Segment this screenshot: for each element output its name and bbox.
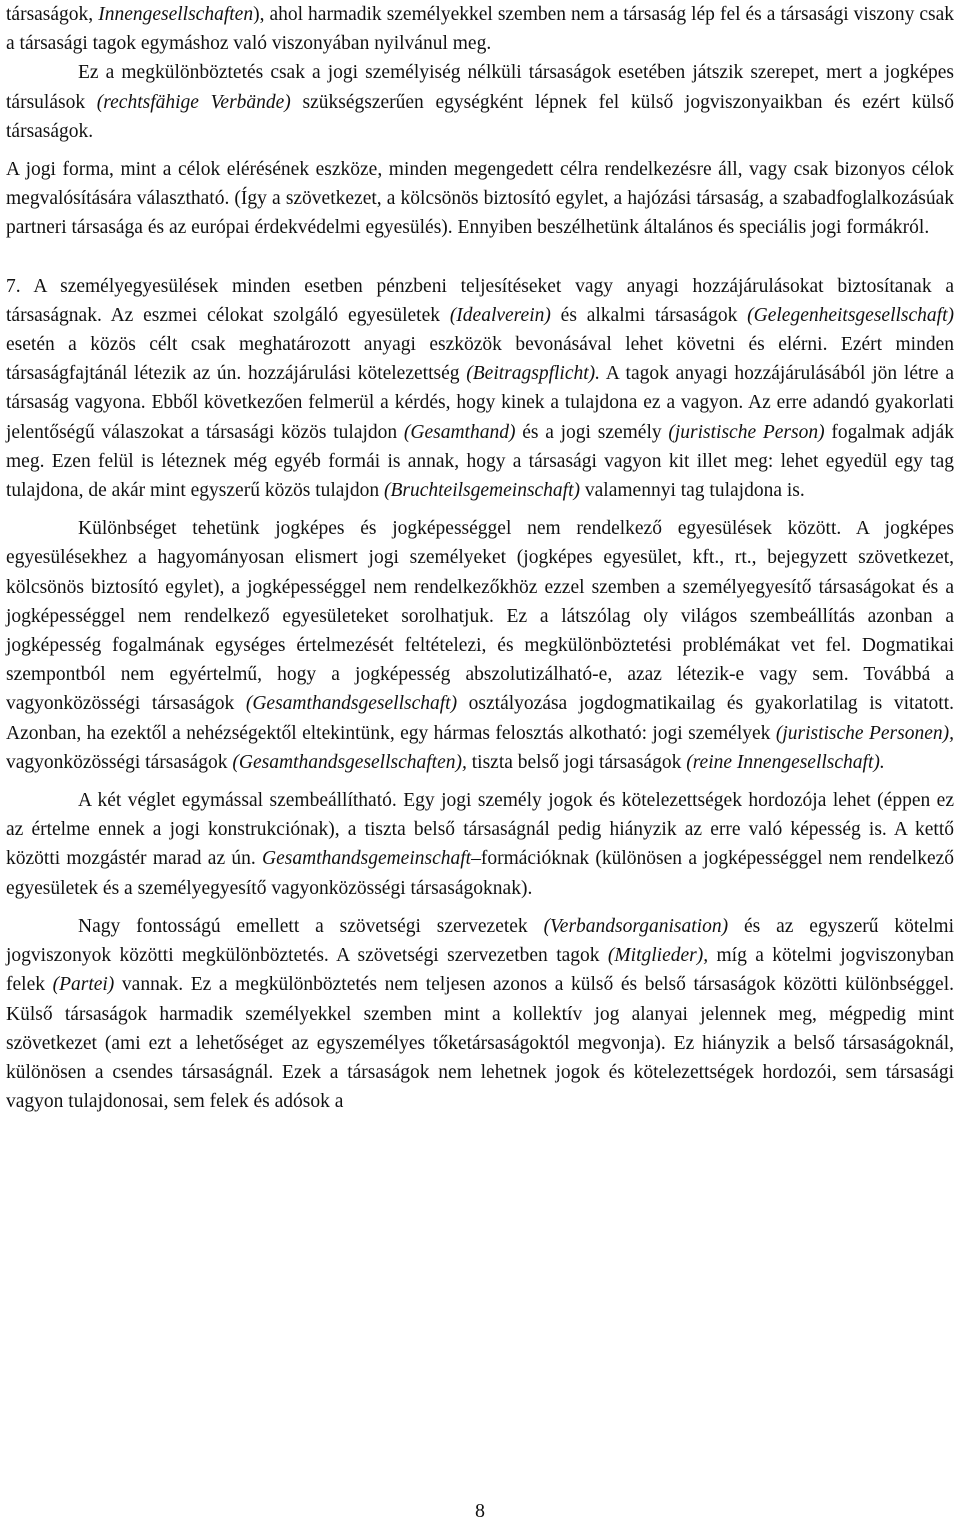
text-run: vannak. Ez a megkülönböztetés nem teljesen azonos a külső és belső társaságok közötti különbséggel. Külső társaságok harmadik személyekkel szemben mint a kollektív jog alanyai jelennek meg, mégpedig mint szövetkezet (ami ezt a lehetőséget az egyszemélyes tőketársaságoktól megvonja). Ez hiányzik a belső társaságoknál, különösen a csendes társaságnál. Ezek a társaságok nem lehetnek jogok és kötelezettségek hordozói, sem társasági vagyon tulajdonosai, sem felek és adósok a (6, 974, 954, 1113)
text-run: szükségszerűen egységként lépnek fel külső jogviszonyaikban és ezért külső társaságok. (6, 91, 954, 142)
italic-term: (Partei) (52, 974, 115, 996)
italic-term: (Gesamthandsgesellschaften), (232, 751, 467, 773)
text-run: társaságok, (6, 4, 99, 25)
italic-term: (Gesamthandsgesellschaft) (245, 693, 458, 715)
text-run: Különbséget tehetünk jogképes és jogképességgel nem rendelkező egyesülések között. A jogképes egyesülésekhez a hagyományosan elismert jogi személyeket (jogképes egyesület, kft., rt., bejegyzett szövetkezet, kölcsönös biztosító egylet), a jogképességgel nem rendelkezőkhöz ezzel szemben a személyegyesítő társaságokat és a jogképességgel nem rendelkező egyesületeket sorolhatjuk. Ez a látszólag oly világos szembeállítás azonban a jogképesség fogalmának egységes értelmezését feltételezi, és megkülönböztetési problémákat vet fel. Dogmatikai szempontból nem egyértelmű, hogy a jogképesség abszolutizálható-e, azaz létezik-e vagy sem. Továbbá a vagyonközösségi társaságok (6, 518, 954, 715)
paragraph-two-extremes (6, 786, 954, 903)
italic-term: (Idealverein) (449, 304, 551, 326)
text-run: A két véglet egymással szembeállítható. Egy jogi személy jogok és kötelezettségek hordozója lehet (éppen ez az értelme ennek a jogi konstrukciónak), a tiszta belső társaságnál pedig hiányzik az erre való képesség is. A kettő közötti mozgástér marad az ún. (6, 790, 954, 870)
document-page (6, 0, 954, 1116)
page-number: 8 (475, 1500, 485, 1522)
text-run: Ez a megkülönböztetés csak a jogi személyiség nélküli társaságok esetében játszik szerepet, mert a jogképes társulások (6, 62, 954, 113)
italic-term: (Gesamthand) (403, 421, 516, 443)
italic-term: (Mitglieder), (607, 945, 709, 967)
text-run: osztályozása jogdogmatikailag és gyakorlatilag is vitatott. Azonban, ha ezektől a nehézségektől eltekintünk, egy hármas felosztás alkotható: jogi személyek (6, 693, 954, 744)
italic-term: (Gelegenheitsgesellschaft) (747, 304, 954, 326)
paragraph-legal-form (6, 155, 954, 243)
text-run: –formációknak (különösen a jogképességgel nem rendelkező egyesületek és a személyegyesítő vagyonközösségi társaságoknak). (6, 848, 954, 899)
italic-term: (Beitragspflicht). (466, 363, 601, 385)
paragraph-legal-personality (6, 58, 954, 146)
text-run: 7. A személyegyesülések minden esetben pénzbeni teljesítéseket vagy anyagi hozzájárulásokat biztosítanak a társaságnak. Az eszmei célokat szolgáló egyesületek (6, 275, 954, 326)
italic-term: (reine Innengesellschaft). (686, 751, 885, 773)
italic-term: (Verbandsorganisation) (543, 915, 729, 937)
text-run: A jogi forma, mint a célok elérésének eszköze, minden megengedett célra rendelkezésre áll, vagy csak bizonyos célok megvalósítására választható. (Így a szövetkezet, a kölcsönös biztosító egylet, a hajózási társaság, a szabadfoglalkozásúak partneri társasága és az európai érdekvédelmi egyesülés). Ennyiben beszélhetünk általános és speciális jogi formákról. (6, 159, 954, 239)
text-run: és az egyszerű kötelmi jogviszonyok közötti megkülönböztetés. A szövetségi szervezetben tagok (6, 915, 954, 967)
text-run: valamennyi tag tulajdona is. (580, 480, 805, 502)
italic-term: (juristische Person) (668, 421, 825, 443)
paragraph-continuation (6, 0, 954, 58)
text-run: A tagok anyagi hozzájárulásából jön létre a társaság vagyona. Ebből következően felmerül a kérdés, hogy kinek a tulajdona ez a vagyon. Az erre adandó gyakorlati jelentőségű válaszokat a társasági közös tulajdon (6, 363, 954, 443)
text-run: vagyonközösségi társaságok (6, 751, 233, 773)
italic-term: (juristische Personen), (775, 722, 954, 744)
text-run: tiszta belső jogi társaságok (466, 751, 687, 773)
italic-term: (Bruchteilsgemeinschaft) (383, 480, 581, 502)
paragraph-federal-organization (6, 912, 954, 1116)
text-run: Nagy fontosságú emellett a szövetségi szervezetek (78, 915, 544, 937)
paragraph-section-7 (6, 272, 954, 506)
italic-term: Innengesellschaften (98, 4, 254, 25)
italic-term: Gesamthandsgemeinschaft (262, 848, 472, 870)
text-run: és alkalmi társaságok (550, 304, 748, 326)
paragraph-legal-capacity (6, 514, 954, 777)
text-run: míg a kötelmi jogviszonyban felek (6, 945, 954, 996)
text-run: esetén a közös célt csak meghatározott anyagi eszközök bevonásával lehet követni és elérni. Ezért minden társaságfajtánál létezik az ún. hozzájárulási kötelezettség (6, 334, 954, 385)
text-run: ), ahol harmadik személyekkel szemben nem a társaság lép fel és a társasági viszony csak a társasági tagok egymáshoz való viszonyában nyilvánul meg. (6, 4, 954, 55)
text-run: fogalmak adják meg. Ezen felül is léteznek még egyéb formái is annak, hogy a társasági vagyon kit illet meg: lehet egyedül egy tag tulajdona, de akár mint egyszerű közös tulajdon (6, 421, 954, 502)
italic-term: (rechtsfähige Verbände) (96, 91, 291, 113)
text-run: és a jogi személy (515, 421, 669, 443)
